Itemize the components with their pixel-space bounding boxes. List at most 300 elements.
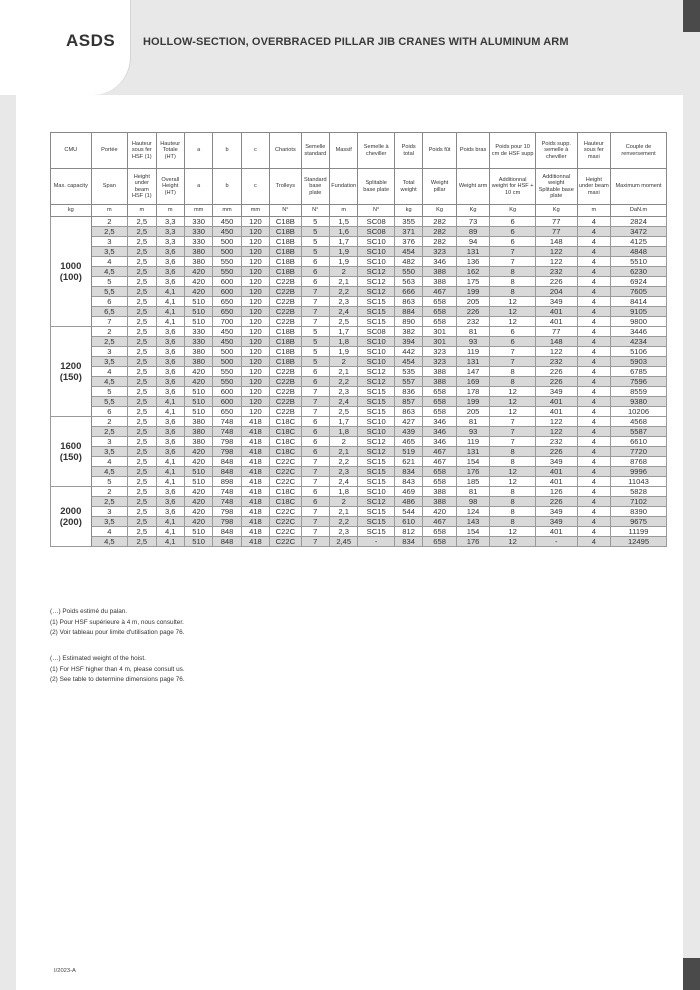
table-cell: SC08 (358, 327, 395, 337)
table-cell: 2824 (611, 217, 667, 227)
table-cell: C18C (270, 447, 301, 457)
table-row (51, 417, 667, 427)
table-cell: 5 (301, 247, 329, 257)
table-cell: 9996 (611, 467, 667, 477)
table-cell: 658 (423, 297, 456, 307)
table-cell: 4,1 (156, 397, 184, 407)
table-cell: 748 (213, 487, 241, 497)
table-cell: 11043 (611, 477, 667, 487)
column-header-en: Trolleys (270, 169, 301, 205)
capacity-cell (51, 327, 92, 417)
table-cell: 7 (301, 517, 329, 527)
table-cell: 8 (490, 487, 536, 497)
table-cell: 162 (456, 267, 489, 277)
table-cell: 6 (91, 297, 128, 307)
table-cell: 843 (394, 477, 422, 487)
table-cell: 346 (423, 257, 456, 267)
table-cell: SC15 (358, 457, 395, 467)
table-cell: SC10 (358, 417, 395, 427)
table-cell: 77 (535, 227, 577, 237)
table-cell: 401 (535, 527, 577, 537)
table-cell: 8 (490, 457, 536, 467)
column-unit: m (330, 205, 358, 217)
table-cell: 4 (577, 407, 610, 417)
table-cell: 349 (535, 457, 577, 467)
table-cell: 418 (241, 427, 269, 437)
table-cell: 2,5 (128, 387, 156, 397)
table-cell: 120 (241, 347, 269, 357)
table-cell: 510 (184, 527, 212, 537)
table-cell: 4 (577, 517, 610, 527)
table-cell: 658 (423, 407, 456, 417)
table-cell: 2,5 (128, 467, 156, 477)
table-cell: 4,1 (156, 517, 184, 527)
table-cell: 3,6 (156, 447, 184, 457)
table-cell: 401 (535, 477, 577, 487)
table-cell: 7 (301, 387, 329, 397)
table-cell: 4 (577, 467, 610, 477)
table-cell: 4125 (611, 237, 667, 247)
table-cell: 2,5 (128, 367, 156, 377)
table-cell: 418 (241, 487, 269, 497)
table-cell: 4 (577, 287, 610, 297)
table-cell: 120 (241, 387, 269, 397)
table-cell: 418 (241, 537, 269, 547)
table-cell: 658 (423, 537, 456, 547)
table-cell: 199 (456, 397, 489, 407)
table-cell: 4 (577, 337, 610, 347)
table-cell: SC10 (358, 257, 395, 267)
table-cell: 7 (301, 297, 329, 307)
table-row (51, 287, 667, 297)
table-cell: 798 (213, 437, 241, 447)
table-cell: 420 (184, 287, 212, 297)
table-cell: 2 (91, 417, 128, 427)
table-cell: 380 (184, 427, 212, 437)
table-cell: 120 (241, 357, 269, 367)
table-cell: 119 (456, 347, 489, 357)
table-cell: 346 (423, 427, 456, 437)
table-cell: 3,6 (156, 487, 184, 497)
column-unit: Kg (490, 205, 536, 217)
table-cell: 2,5 (91, 227, 128, 237)
column-unit: Kg (535, 205, 577, 217)
table-cell: 205 (456, 297, 489, 307)
table-cell: 376 (394, 237, 422, 247)
table-cell: 7 (490, 357, 536, 367)
table-cell: 388 (423, 367, 456, 377)
table-cell: 863 (394, 407, 422, 417)
table-cell: 5106 (611, 347, 667, 357)
table-cell: 126 (535, 487, 577, 497)
table-cell: 465 (394, 437, 422, 447)
table-cell: C18B (270, 237, 301, 247)
table-cell: 650 (213, 307, 241, 317)
table-cell: 7605 (611, 287, 667, 297)
column-unit: mm (184, 205, 212, 217)
table-cell: 848 (213, 537, 241, 547)
table-cell: 454 (394, 357, 422, 367)
table-cell: 4 (577, 247, 610, 257)
table-cell: C22B (270, 377, 301, 387)
table-cell: 600 (213, 397, 241, 407)
table-cell: C18B (270, 267, 301, 277)
table-cell: 658 (423, 387, 456, 397)
table-cell: SC15 (358, 307, 395, 317)
table-row (51, 537, 667, 547)
table-cell: 658 (423, 467, 456, 477)
table-cell: 2,5 (128, 447, 156, 457)
table-cell: 467 (423, 287, 456, 297)
table-cell: 330 (184, 327, 212, 337)
table-cell: 122 (535, 257, 577, 267)
table-cell: 120 (241, 237, 269, 247)
table-cell: 4 (577, 257, 610, 267)
table-cell: 450 (213, 327, 241, 337)
hoist-weight: (200) (59, 516, 82, 528)
table-cell: 4 (577, 317, 610, 327)
table-cell: 6 (490, 227, 536, 237)
column-unit: N° (270, 205, 301, 217)
table-cell: 355 (394, 217, 422, 227)
table-cell: 349 (535, 387, 577, 397)
column-header-en: Weight pillar (423, 169, 456, 205)
note-line: (1) For HSF higher than 4 m, please consult us. (50, 665, 185, 673)
table-cell: 204 (535, 287, 577, 297)
table-cell: 2,4 (330, 477, 358, 487)
table-cell: C22C (270, 527, 301, 537)
table-cell: 5 (301, 347, 329, 357)
column-unit: m (91, 205, 128, 217)
table-cell: 418 (241, 527, 269, 537)
table-cell: 863 (394, 297, 422, 307)
table-cell: 427 (394, 417, 422, 427)
table-cell: 4 (577, 297, 610, 307)
table-cell: 4 (577, 397, 610, 407)
table-cell: SC10 (358, 427, 395, 437)
table-cell: C18B (270, 227, 301, 237)
table-cell: 4848 (611, 247, 667, 257)
table-cell: 380 (184, 247, 212, 257)
hoist-weight: (150) (59, 371, 82, 383)
table-cell: 6 (301, 487, 329, 497)
column-header-en: Splitable base plate (358, 169, 395, 205)
table-cell: 2,5 (128, 327, 156, 337)
table-cell: 1,7 (330, 417, 358, 427)
table-cell: 136 (456, 257, 489, 267)
table-cell: 812 (394, 527, 422, 537)
table-cell: 4 (577, 377, 610, 387)
table-cell: 176 (456, 537, 489, 547)
table-cell: 1,9 (330, 347, 358, 357)
table-row (51, 237, 667, 247)
table-cell: 5 (91, 277, 128, 287)
table-cell: 2,3 (330, 467, 358, 477)
table-row (51, 467, 667, 477)
table-cell: 2,5 (128, 357, 156, 367)
table-cell: 450 (213, 227, 241, 237)
table-cell: 6 (490, 237, 536, 247)
table-cell: 3,6 (156, 417, 184, 427)
column-header-fr: CMU (51, 133, 92, 169)
table-cell: 2,4 (330, 307, 358, 317)
table-cell: SC08 (358, 227, 395, 237)
table-cell: 2,3 (330, 297, 358, 307)
table-cell: 4 (577, 277, 610, 287)
table-cell: 9675 (611, 517, 667, 527)
table-row (51, 227, 667, 237)
table-cell: 2,5 (128, 537, 156, 547)
table-cell: 4 (577, 327, 610, 337)
table-cell: C22C (270, 537, 301, 547)
table-cell: 148 (535, 237, 577, 247)
table-cell: 401 (535, 307, 577, 317)
table-row (51, 437, 667, 447)
table-cell: 519 (394, 447, 422, 457)
table-row (51, 347, 667, 357)
capacity-value: 2000 (60, 505, 82, 517)
table-cell: 3,6 (156, 387, 184, 397)
table-cell: 420 (184, 267, 212, 277)
table-cell: C18C (270, 427, 301, 437)
table-cell: 3,6 (156, 247, 184, 257)
table-cell: 5903 (611, 357, 667, 367)
table-cell: 330 (184, 227, 212, 237)
column-header-en: Maximum moment (611, 169, 667, 205)
capacity-group (51, 217, 667, 327)
table-cell: 12 (490, 297, 536, 307)
table-cell: 2,3 (330, 527, 358, 537)
table-cell: C18C (270, 487, 301, 497)
table-cell: 380 (184, 417, 212, 427)
table-cell: 330 (184, 217, 212, 227)
table-cell: 450 (213, 337, 241, 347)
table-cell: 2,5 (128, 277, 156, 287)
table-cell: 4 (577, 367, 610, 377)
table-cell: 650 (213, 407, 241, 417)
table-cell: 798 (213, 517, 241, 527)
brand-label: ASDS (66, 31, 116, 50)
table-cell: 2,5 (128, 377, 156, 387)
table-cell: 3,6 (156, 337, 184, 347)
capacity-value: 1000 (60, 260, 82, 272)
table-cell: 120 (241, 367, 269, 377)
table-cell: 6 (301, 267, 329, 277)
table-cell: 4 (577, 307, 610, 317)
capacity-value: 1200 (60, 360, 82, 372)
table-cell: 380 (184, 347, 212, 357)
capacity-cell (51, 487, 92, 547)
table-cell: 420 (184, 367, 212, 377)
table-cell: 346 (423, 417, 456, 427)
table-cell: 6 (301, 277, 329, 287)
table-cell: 232 (456, 317, 489, 327)
table-cell: 12 (490, 527, 536, 537)
table-cell: 5828 (611, 487, 667, 497)
table-cell: C22C (270, 517, 301, 527)
table-cell: 232 (535, 267, 577, 277)
table-cell: 323 (423, 357, 456, 367)
table-cell: SC15 (358, 467, 395, 477)
column-unit: Kg (423, 205, 456, 217)
table-cell: C22B (270, 367, 301, 377)
table-cell: 418 (241, 457, 269, 467)
capacity-value: 1600 (60, 440, 82, 452)
table-cell: 420 (184, 507, 212, 517)
table-cell: 8 (490, 277, 536, 287)
table-cell: 394 (394, 337, 422, 347)
table-cell: 120 (241, 317, 269, 327)
table-cell: 4,5 (91, 537, 128, 547)
table-cell: 420 (184, 447, 212, 457)
column-header-en: Weight arm (456, 169, 489, 205)
table-cell: SC15 (358, 297, 395, 307)
table-cell: 486 (394, 497, 422, 507)
table-cell: 2,5 (128, 347, 156, 357)
table-cell: 2,3 (330, 387, 358, 397)
table-row (51, 497, 667, 507)
table-cell: 226 (535, 447, 577, 457)
column-unit: kg (394, 205, 422, 217)
table-cell: C22B (270, 287, 301, 297)
table-cell: 380 (184, 257, 212, 267)
table-cell: 3 (91, 507, 128, 517)
table-cell: 510 (184, 387, 212, 397)
table-cell: 658 (423, 317, 456, 327)
column-unit: DaN.m (611, 205, 667, 217)
table-row (51, 317, 667, 327)
table-cell: 1,9 (330, 247, 358, 257)
table-cell: 884 (394, 307, 422, 317)
table-cell: 2,5 (128, 507, 156, 517)
column-unit: N° (301, 205, 329, 217)
spec-table-wrapper (50, 132, 667, 547)
table-cell: 282 (423, 237, 456, 247)
column-header-fr: Semelle à cheviller (358, 133, 395, 169)
table-cell: 7 (490, 347, 536, 357)
table-cell: 7 (490, 437, 536, 447)
table-cell: 2,5 (128, 527, 156, 537)
table-cell: 226 (535, 377, 577, 387)
table-cell: 4 (91, 457, 128, 467)
table-cell: 420 (184, 497, 212, 507)
table-cell: C18C (270, 437, 301, 447)
capacity-group (51, 417, 667, 487)
table-cell: 120 (241, 267, 269, 277)
table-cell: 544 (394, 507, 422, 517)
table-cell: 7 (301, 307, 329, 317)
table-row (51, 517, 667, 527)
table-cell: 7 (301, 537, 329, 547)
note-line: (2) See table to determine dimensions page 76. (50, 676, 185, 683)
table-cell: 3446 (611, 327, 667, 337)
table-cell: 3,5 (91, 447, 128, 457)
column-header-fr: Massif (330, 133, 358, 169)
table-cell: 3,3 (156, 217, 184, 227)
table-cell: 6230 (611, 267, 667, 277)
table-cell: 5 (301, 337, 329, 347)
table-cell: 5 (301, 217, 329, 227)
table-cell: 8768 (611, 457, 667, 467)
column-header-en: Span (91, 169, 128, 205)
table-cell: 8 (490, 507, 536, 517)
table-row (51, 327, 667, 337)
table-cell: 4234 (611, 337, 667, 347)
note-line: (…) Estimated weight of the hoist. (50, 655, 146, 662)
table-cell: 388 (423, 487, 456, 497)
table-cell: 2,2 (330, 457, 358, 467)
column-header-fr: Poids fût (423, 133, 456, 169)
table-cell: 3 (91, 237, 128, 247)
header-row-fr (51, 133, 667, 169)
capacity-cell (51, 417, 92, 487)
table-cell: 834 (394, 537, 422, 547)
table-cell: C22B (270, 277, 301, 287)
table-cell: 418 (241, 517, 269, 527)
table-cell: 185 (456, 477, 489, 487)
table-cell: 388 (423, 267, 456, 277)
table-cell: 898 (213, 477, 241, 487)
table-row (51, 297, 667, 307)
hoist-weight: (150) (59, 451, 82, 463)
table-cell: 12 (490, 387, 536, 397)
table-cell: 282 (423, 227, 456, 237)
table-cell: 89 (456, 227, 489, 237)
table-cell: 3,6 (156, 437, 184, 447)
table-cell: 3,3 (156, 227, 184, 237)
capacity-cell (51, 217, 92, 327)
table-cell: 9380 (611, 397, 667, 407)
table-row (51, 477, 667, 487)
table-cell: 7 (490, 427, 536, 437)
table-cell: 5 (301, 327, 329, 337)
table-cell: SC10 (358, 337, 395, 347)
notes-english (50, 654, 185, 686)
column-unit: m (128, 205, 156, 217)
table-cell: - (535, 537, 577, 547)
table-cell: 7596 (611, 377, 667, 387)
table-cell: 7720 (611, 447, 667, 457)
column-header-fr: Hauteur Totale (HT) (156, 133, 184, 169)
table-cell: 10206 (611, 407, 667, 417)
table-cell: 4,1 (156, 317, 184, 327)
capacity-group (51, 487, 667, 547)
table-cell: 12 (490, 537, 536, 547)
table-cell: 5 (91, 387, 128, 397)
table-cell: 401 (535, 407, 577, 417)
column-unit: mm (241, 205, 269, 217)
table-cell: 4 (577, 237, 610, 247)
table-cell: 3,3 (156, 237, 184, 247)
table-cell: 4,1 (156, 307, 184, 317)
table-cell: 9105 (611, 307, 667, 317)
table-cell: 7 (301, 477, 329, 487)
table-cell: 748 (213, 427, 241, 437)
column-header-fr: Hauteur sous fer maxi (577, 133, 610, 169)
table-row (51, 457, 667, 467)
table-cell: 2 (330, 497, 358, 507)
table-cell: 4 (577, 497, 610, 507)
table-cell: 226 (535, 277, 577, 287)
table-cell: C22B (270, 317, 301, 327)
table-cell: 2,5 (128, 227, 156, 237)
table-cell: 600 (213, 387, 241, 397)
table-cell: 122 (535, 427, 577, 437)
table-cell: 4 (577, 217, 610, 227)
column-header-fr: Poids pour 10 cm de HSF supp (490, 133, 536, 169)
table-cell: 330 (184, 237, 212, 247)
table-cell: 7 (490, 257, 536, 267)
